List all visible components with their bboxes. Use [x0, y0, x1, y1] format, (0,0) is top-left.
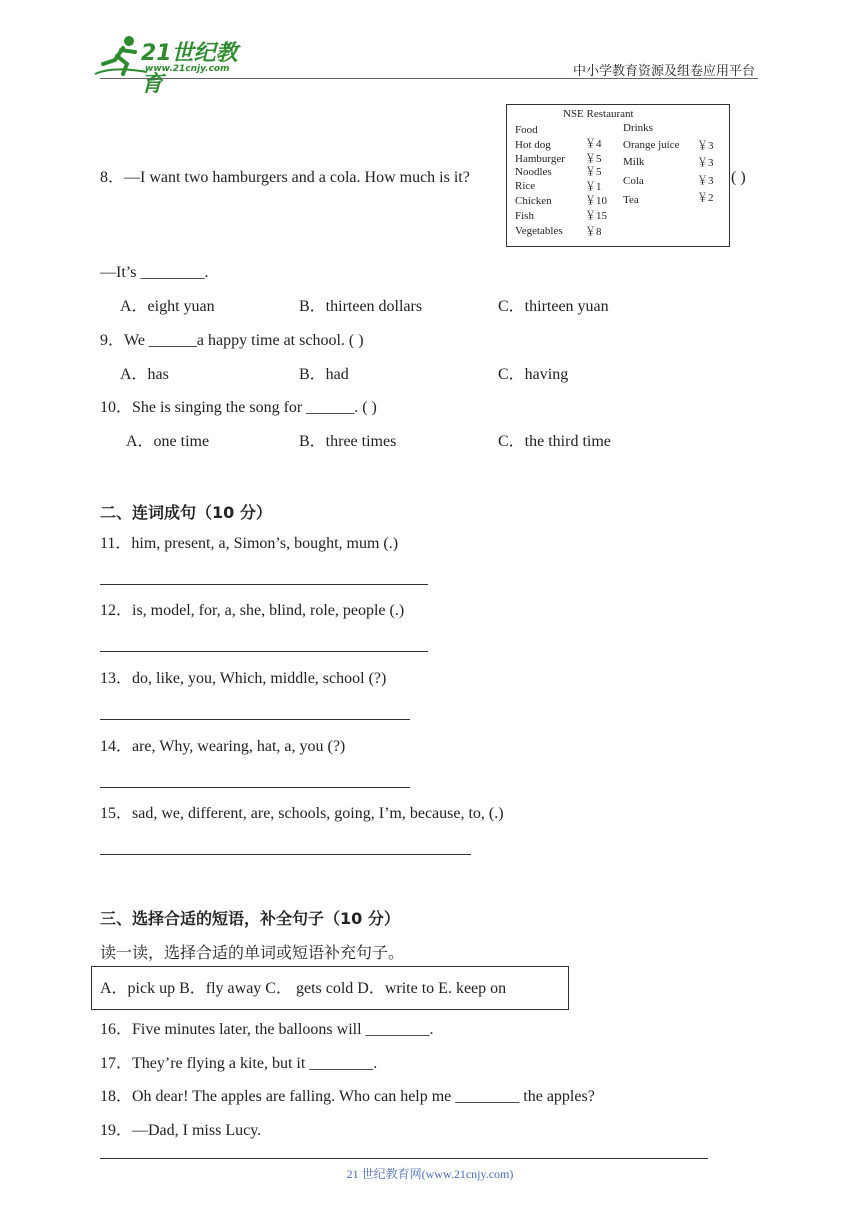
logo-main-text: 21世纪教育 [141, 41, 238, 97]
word-bank-text: A．pick up B．fly away C． gets cold D．write to E. keep on [100, 980, 507, 997]
answer-line [100, 584, 428, 585]
option-c: C．the third time [498, 433, 611, 450]
menu-food-name: Vegetables [515, 225, 563, 237]
menu-drink-name: Milk [623, 156, 645, 168]
menu-food-price: ￥8 [585, 226, 602, 238]
option-c: C．thirteen yuan [498, 298, 609, 315]
question-11: 11．him, present, a, Simon’s, bought, mum (.) [100, 535, 399, 552]
option-b: B．thirteen dollars [299, 298, 423, 315]
footer-divider [100, 1158, 708, 1159]
question-18: 18．Oh dear! The apples are falling. Who can help me ________ the apples? [100, 1088, 595, 1105]
question-8-stem: 8．—I want two hamburgers and a cola. How much is it? [100, 169, 470, 186]
answer-line [100, 719, 410, 720]
menu-drink-price: ￥2 [697, 192, 714, 204]
menu-food-name: Chicken [515, 195, 552, 207]
question-12: 12．is, model, for, a, she, blind, role, people (.) [100, 602, 405, 619]
option-a: A．has [120, 366, 169, 383]
option-b: B．three times [299, 433, 397, 450]
answer-line [100, 787, 410, 788]
menu-drink-name: Orange juice [623, 139, 680, 151]
menu-food-price: ￥15 [585, 210, 607, 222]
menu-drink-price: ￥3 [697, 140, 714, 152]
answer-line [100, 651, 428, 652]
section-3-instruction: 读一读，选择合适的单词或短语补充句子。 [100, 943, 405, 962]
menu-food-name: Fish [515, 210, 534, 222]
question-13: 13．do, like, you, Which, middle, school (?) [100, 670, 387, 687]
logo [93, 34, 258, 97]
menu-drink-price: ￥3 [697, 157, 714, 169]
question-14: 14．are, Why, wearing, hat, a, you (?) [100, 738, 346, 755]
menu-food-price: ￥5 [585, 166, 602, 178]
question-8-answer-paren: ( ) [731, 169, 746, 186]
question-9-stem: 9．We ______a happy time at school. ( ) [100, 332, 364, 349]
option-b: B．had [299, 366, 349, 383]
menu-food-price: ￥5 [585, 153, 602, 165]
menu-food-price: ￥10 [585, 195, 607, 207]
word-bank-box [91, 966, 569, 1010]
menu-food-name: Noodles [515, 166, 552, 178]
question-16: 16．Five minutes later, the balloons will ________. [100, 1021, 434, 1038]
menu-food-name: Hamburger [515, 153, 565, 165]
option-a: A．one time [126, 433, 210, 450]
menu-food-header: Food [515, 124, 538, 136]
menu-food-price: ￥1 [585, 181, 602, 193]
question-8-answer-line: —It’s ________. [100, 264, 209, 281]
question-15: 15．sad, we, different, are, schools, going, I’m, because, to, (.) [100, 805, 504, 822]
platform-title: 中小学教育资源及组卷应用平台 [573, 64, 756, 79]
menu-food-price: ￥4 [585, 138, 602, 150]
option-a: A．eight yuan [120, 298, 215, 315]
menu-drink-name: Tea [623, 194, 639, 206]
restaurant-menu [506, 104, 730, 247]
footer-text: 21 世纪教育网(www.21cnjy.com) [346, 1167, 514, 1181]
menu-title: NSE Restaurant [563, 108, 634, 120]
section-2-title: 二、连词成句（10 分） [100, 503, 272, 522]
menu-food-name: Hot dog [515, 139, 551, 151]
section-3-title: 三、选择合适的短语，补全句子（10 分） [100, 909, 400, 928]
option-c: C．having [498, 366, 569, 383]
menu-food-name: Rice [515, 180, 536, 192]
question-19: 19．—Dad, I miss Lucy. [100, 1122, 262, 1139]
menu-drink-name: Cola [623, 175, 644, 187]
question-10-stem: 10．She is singing the song for ______. ( ) [100, 399, 377, 416]
menu-drink-price: ￥3 [697, 175, 714, 187]
menu-drinks-header: Drinks [623, 122, 653, 134]
logo-url-text: www.21cnjy.com [145, 64, 230, 74]
question-17: 17．They’re flying a kite, but it ________. [100, 1055, 378, 1072]
header-divider [100, 78, 758, 79]
answer-line [100, 854, 471, 855]
